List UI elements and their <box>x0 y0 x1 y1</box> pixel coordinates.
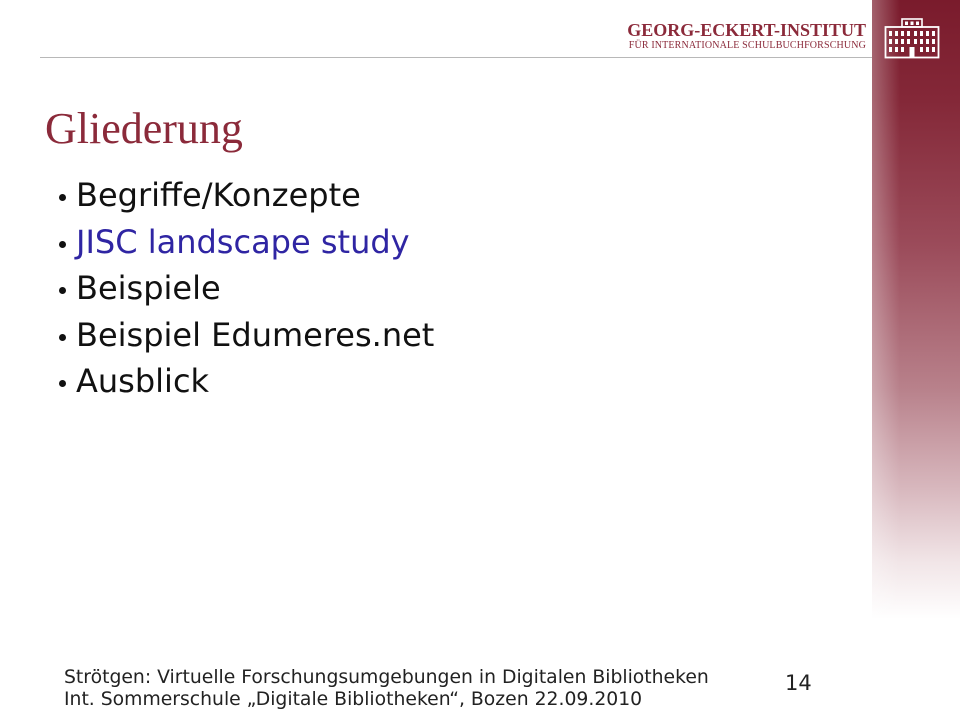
bullet-dot <box>59 194 66 201</box>
bullet-dot <box>59 241 66 248</box>
outline-item <box>0 265 434 312</box>
outline-item <box>0 172 434 219</box>
footer-event-line: Int. Sommerschule „Digitale Bibliotheken“, Bozen 22.09.2010 <box>64 689 643 710</box>
outline-item-label: Begriffe/Konzepte <box>76 176 361 214</box>
building-icon <box>884 17 940 59</box>
outline-list <box>0 172 434 405</box>
footer-author-line: Strötgen: Virtuelle Forschungsumgebungen in Digitalen Bibliotheken <box>64 667 709 688</box>
outline-item <box>0 358 434 405</box>
decorative-side-band <box>872 0 960 720</box>
bullet-dot <box>59 287 66 294</box>
institute-name: GEORG-ECKERT-INSTITUT <box>627 20 866 40</box>
header-divider <box>40 57 872 58</box>
page-number: 14 <box>785 671 812 695</box>
bullet-dot <box>59 334 66 341</box>
institute-subtitle: FÜR INTERNATIONALE SCHULBUCHFORSCHUNG <box>628 40 866 51</box>
outline-item-label: Ausblick <box>76 362 210 400</box>
bullet-dot <box>59 380 66 387</box>
outline-item-label: Beispiele <box>76 269 221 307</box>
outline-item-label: Beispiel Edumeres.net <box>76 315 435 354</box>
slide-title: Gliederung <box>45 104 243 153</box>
outline-item-label: JISC landscape study <box>76 222 410 261</box>
outline-item <box>0 219 434 266</box>
outline-item <box>0 312 434 359</box>
slide-footer <box>64 667 709 711</box>
